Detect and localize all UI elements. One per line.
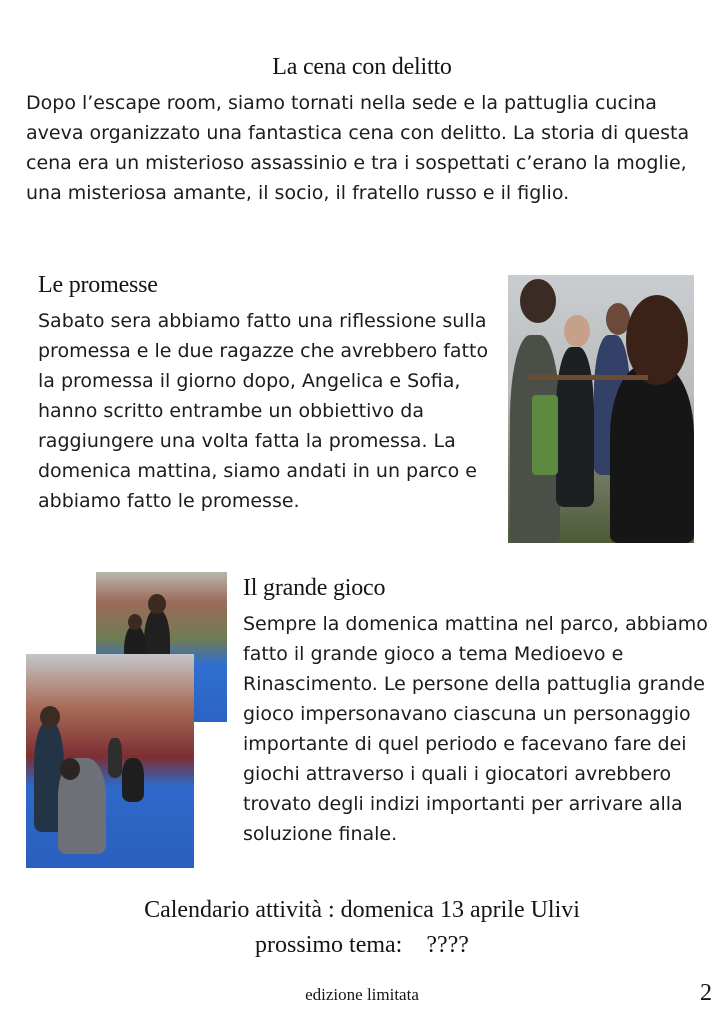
calendar-line: Calendario attività : domenica 13 aprile Ulivi [144,897,580,923]
section-title-promesse: Le promesse [38,272,158,298]
section-text-promesse: Sabato sera abbiamo fatto una riflessione sulla promessa e le due ragazze che avrebbero fatto la promessa il giorno dopo, Angelica e Sofia, hanno scritto entrambe un obbiettivo da raggiungere una volta fatta la promessa. La domenica mattina, siamo andati in un parco e abbiamo fatto le promesse. [38,310,489,512]
section-title-cena: La cena con delitto [272,54,452,80]
edition-label: edizione limitata [305,985,419,1004]
section-text-gioco: Sempre la domenica mattina nel parco, abbiamo fatto il grande gioco a tema Medioevo e Rinascimento. Le persone della pattuglia grande gioco impersonavano ciascuna un personaggio importante di quel periodo e facevano fare dei giochi attraverso i quali i giocatori avrebbero trovato degli indizi importanti per arrivare alla soluzione finale. [243,613,708,845]
section-title-gioco: Il grande gioco [243,575,386,601]
photo-promesse [508,275,694,543]
next-theme-line: prossimo tema: ???? [255,932,469,958]
section-text-cena: Dopo l’escape room, siamo tornati nella sede e la pattuglia cucina aveva organizzato una fantastica cena con delitto. La storia di questa cena era un misterioso assassinio e tra i sospettati c’erano la moglie, una misteriosa amante, il socio, il fratello russo e il figlio. [26,92,690,204]
photo-gioco-2 [26,654,194,868]
page-number: 2 [700,980,712,1006]
